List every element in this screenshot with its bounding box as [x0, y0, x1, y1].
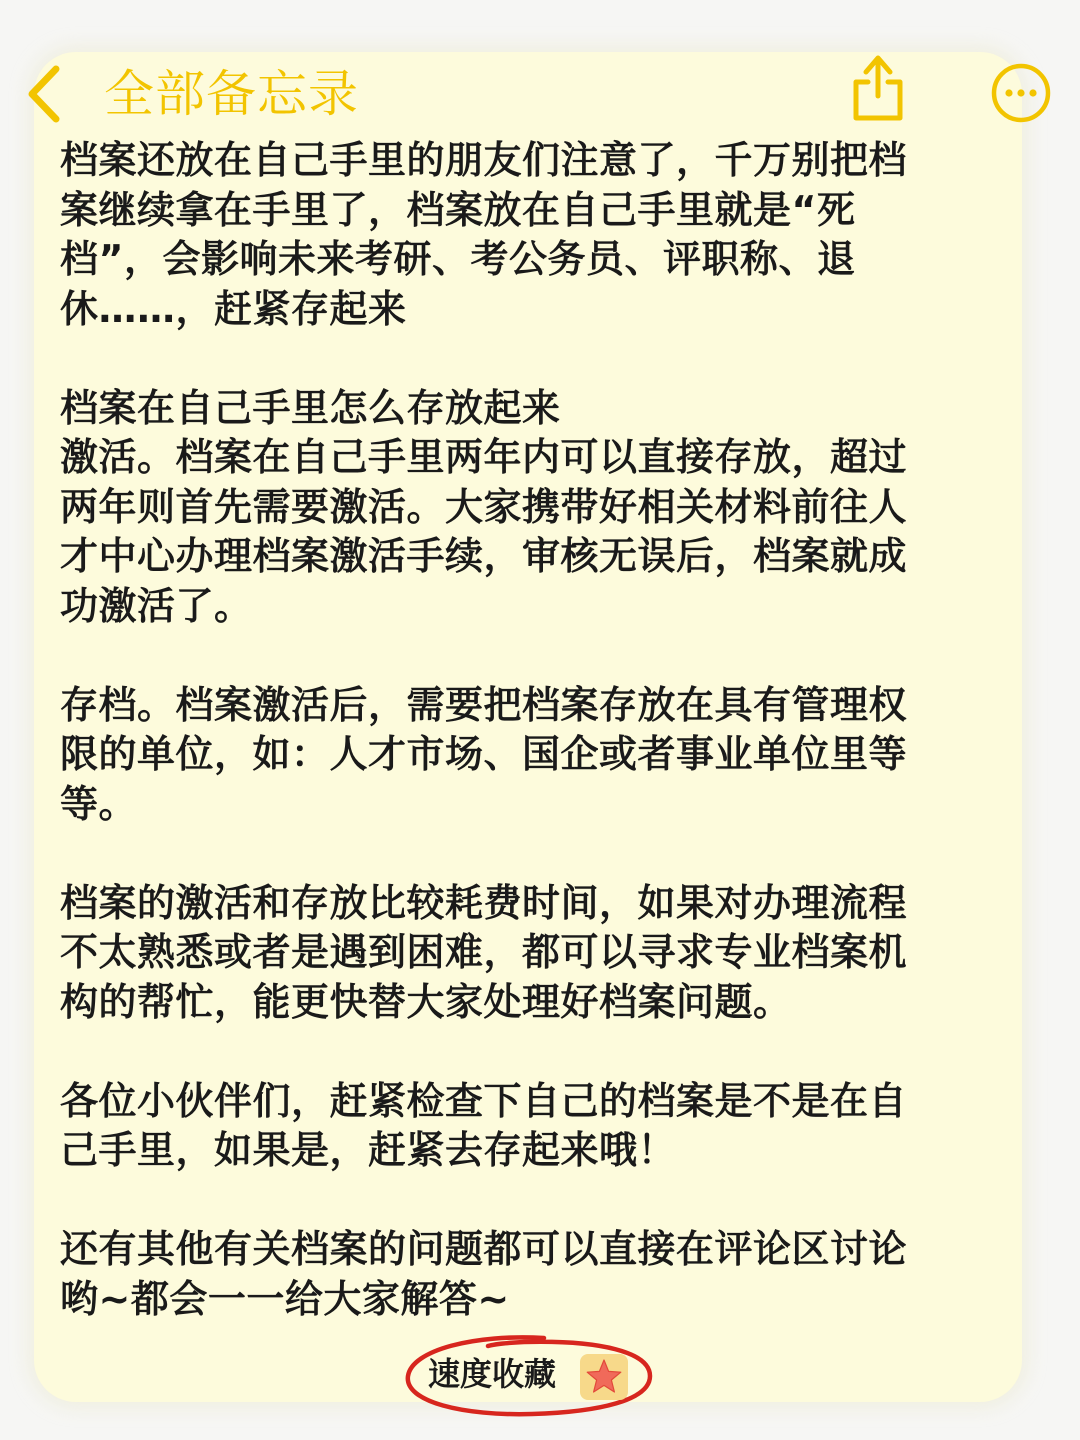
- share-icon: [846, 52, 910, 124]
- note-line: 档”，会影响未来考研、考公务员、评职称、退: [60, 237, 856, 281]
- note-line: 激活。档案在自己手里两年内可以直接存放，超过: [60, 435, 908, 479]
- note-line: 档案在自己手里怎么存放起来: [60, 385, 561, 430]
- note-line: 功激活了。: [60, 583, 253, 628]
- note-line: 休……，赶紧存起来: [60, 286, 407, 331]
- note-line: 存档。档案激活后，需要把档案存放在具有管理权: [60, 682, 908, 727]
- note-line: 构的帮忙，能更快替大家处理好档案问题。: [60, 979, 792, 1024]
- favorite-badge[interactable]: [404, 1332, 654, 1418]
- note-line: 档案的激活和存放比较耗费时间，如果对办理流程: [60, 880, 908, 925]
- star-icon: [580, 1354, 628, 1400]
- chevron-left-icon: [22, 61, 64, 127]
- note-line: 才中心办理档案激活手续，审核无误后，档案就成: [60, 534, 908, 578]
- favorite-label: 速度收藏: [428, 1355, 557, 1393]
- note-paragraph: [60, 879, 1000, 1028]
- note-line: 还有其他有关档案的问题都可以直接在评论区讨论: [60, 1227, 908, 1271]
- back-button[interactable]: [22, 58, 392, 130]
- navigation-bar: [0, 0, 1080, 135]
- note-paragraph: [60, 1077, 1000, 1176]
- note-line: 案继续拿在手里了，档案放在自己手里就是“死: [60, 187, 856, 232]
- note-line: 各位小伙伴们，赶紧检查下自己的档案是不是在自: [60, 1078, 908, 1123]
- note-line: 不太熟悉或者是遇到困难，都可以寻求专业档案机: [60, 930, 908, 974]
- note-line: 限的单位，如：人才市场、国企或者事业单位里等: [60, 732, 908, 776]
- note-paragraph: [60, 1225, 1000, 1324]
- ellipsis-circle-icon: [990, 62, 1052, 124]
- note-body[interactable]: [60, 136, 1000, 1374]
- share-button[interactable]: [846, 52, 910, 124]
- note-paragraph: [60, 136, 1000, 334]
- note-paragraph: [60, 384, 1000, 632]
- note-paragraph: [60, 681, 1000, 830]
- note-line: 己手里，如果是，赶紧去存起来哦！: [60, 1128, 677, 1172]
- more-button[interactable]: [990, 62, 1052, 124]
- back-label: 全部备忘录: [104, 65, 359, 123]
- note-line: 两年则首先需要激活。大家携带好相关材料前往人: [60, 484, 908, 529]
- note-line: 等。: [60, 781, 138, 826]
- note-line: 哟~都会一一给大家解答~: [60, 1276, 510, 1321]
- note-line: 档案还放在自己手里的朋友们注意了，千万别把档: [60, 138, 908, 182]
